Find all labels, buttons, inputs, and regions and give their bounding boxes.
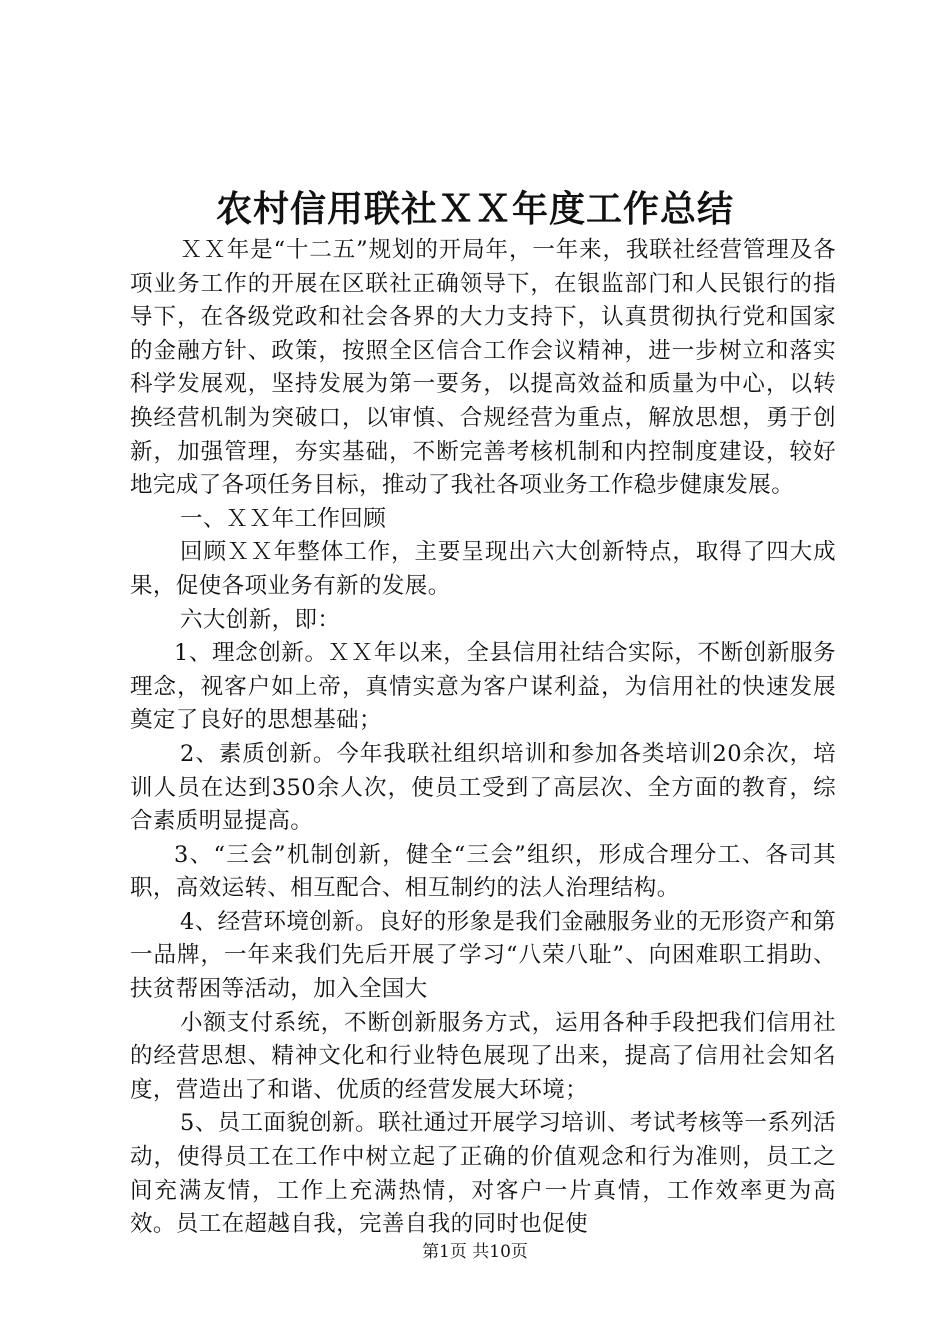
- paragraph-review: 回顾ＸＸ年整体工作，主要呈现出六大创新特点，取得了四大成果，促使各项业务有新的发展。: [130, 539, 836, 599]
- paragraph-item-4: 4、经营环境创新。良好的形象是我们金融服务业的无形资产和第一品牌，一年来我们先后开展了学习“八荣八耻”、向困难职工捐助、扶贫帮困等活动，加入全国大: [130, 908, 836, 1003]
- paragraph-item-5: 5、员工面貌创新。联社通过开展学习培训、考试考核等一系列活动，使得员工在工作中树立起了正确的价值观念和行为准则，员工之间充满友情，工作上充满热情，对客户一片真情，工作效率更为高效。员工在超越自我，完善自我的同时也促使: [130, 1110, 836, 1238]
- document-title: 农村信用联社ＸＸ年度工作总结: [215, 188, 734, 230]
- paragraph-item-3: 3、“三会”机制创新，健全“三会”组织，形成合理分工、各司其职，高效运转、相互配合、相互制约的法人治理结构。: [130, 841, 836, 902]
- paragraph-intro: ＸＸ年是“十二五”规划的开局年，一年来，我联社经营管理及各项业务工作的开展在区联社正确领导下，在银监部门和人民银行的指导下，在各级党政和社会各界的大力支持下，认真贯彻执行党和国家的金融方针、政策，按照全区信合工作会议精神，进一步树立和落实科学发展观，坚持发展为第一要务，以提高效益和质量为中心，以转换经营机制为突破口，以审慎、合规经营为重点，解放思想，勇于创新，加强管理，夯实基础，不断完善考核机制和内控制度建设，较好地完成了各项任务目标，推动了我社各项业务工作稳步健康发展。: [130, 237, 836, 499]
- paragraph-item-4-continued: 小额支付系统，不断创新服务方式，运用各种手段把我们信用社的经营思想、精神文化和行业特色展现了出来，提高了信用社会知名度，营造出了和谐、优质的经营发展大环境；: [130, 1009, 836, 1103]
- paragraph-item-2: 2、素质创新。今年我联社组织培训和参加各类培训20余次，培训人员在达到350余人次，使员工受到了高层次、全方面的教育，综合素质明显提高。: [130, 740, 836, 835]
- page-number-footer: 第1页 共10页: [422, 1242, 528, 1262]
- section-heading-review: 一、ＸＸ年工作回顾: [180, 505, 387, 532]
- document-body: [130, 234, 836, 1242]
- paragraph-six-innovations: 六大创新，即：: [180, 606, 341, 633]
- paragraph-item-1: 1、理念创新。ＸＸ年以来，全县信用社结合实际，不断创新服务理念，视客户如上帝，真情实意为客户谋利益，为信用社的快速发展奠定了良好的思想基础；: [130, 640, 836, 734]
